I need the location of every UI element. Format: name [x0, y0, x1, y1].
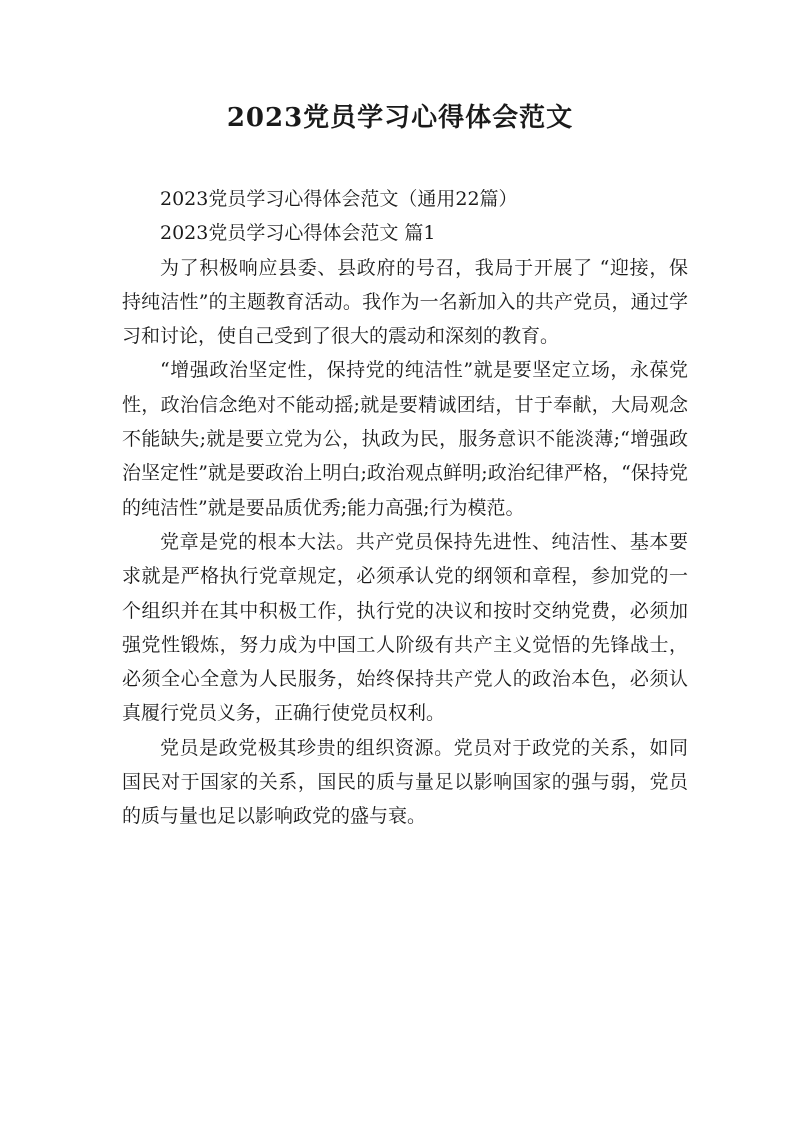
paragraph-2: “增强政治坚定性，保持党的纯洁性”就是要坚定立场，永葆党性，政治信念绝对不能动摇;就是要精诚团结，甘于奉献，大局观念不能缺失;就是要立党为公，执政为民，服务意识不能淡薄;“增强政治坚定性”就是要政治上明白;政治观点鲜明;政治纪律严格，“保持党的纯洁性”就是要品质优秀;能力高强;行为模范。 [122, 359, 688, 519]
document-body [122, 182, 688, 834]
paragraph-3: 党章是党的根本大法。共产党员保持先进性、纯洁性、基本要求就是严格执行党章规定，必须承认党的纲领和章程，参加党的一个组织并在其中积极工作，执行党的决议和按时交纳党费，必须加强党性锻炼，努力成为中国工人阶级有共产主义觉悟的先锋战士，必须全心全意为人民服务，始终保持共产党人的政治本色，必须认真履行党员义务，正确行使党员权利。 [122, 530, 688, 725]
paragraph-1: 为了积极响应县委、县政府的号召，我局于开展了 “迎接，保持纯洁性”的主题教育活动。我作为一名新加入的共产党员，通过学习和讨论，使自己受到了很大的震动和深刻的教育。 [122, 256, 688, 348]
document-title: 2023党员学习心得体会范文 [226, 103, 574, 133]
section-heading: 2023党员学习心得体会范文 篇1 [160, 222, 436, 245]
subtitle-line: 2023党员学习心得体会范文（通用22篇） [160, 188, 518, 210]
paragraph-4: 党员是政党极其珍贵的组织资源。党员对于政党的关系，如同国民对于国家的关系，国民的质与量足以影响国家的强与弱，党员的质与量也足以影响政党的盛与衰。 [122, 736, 688, 828]
